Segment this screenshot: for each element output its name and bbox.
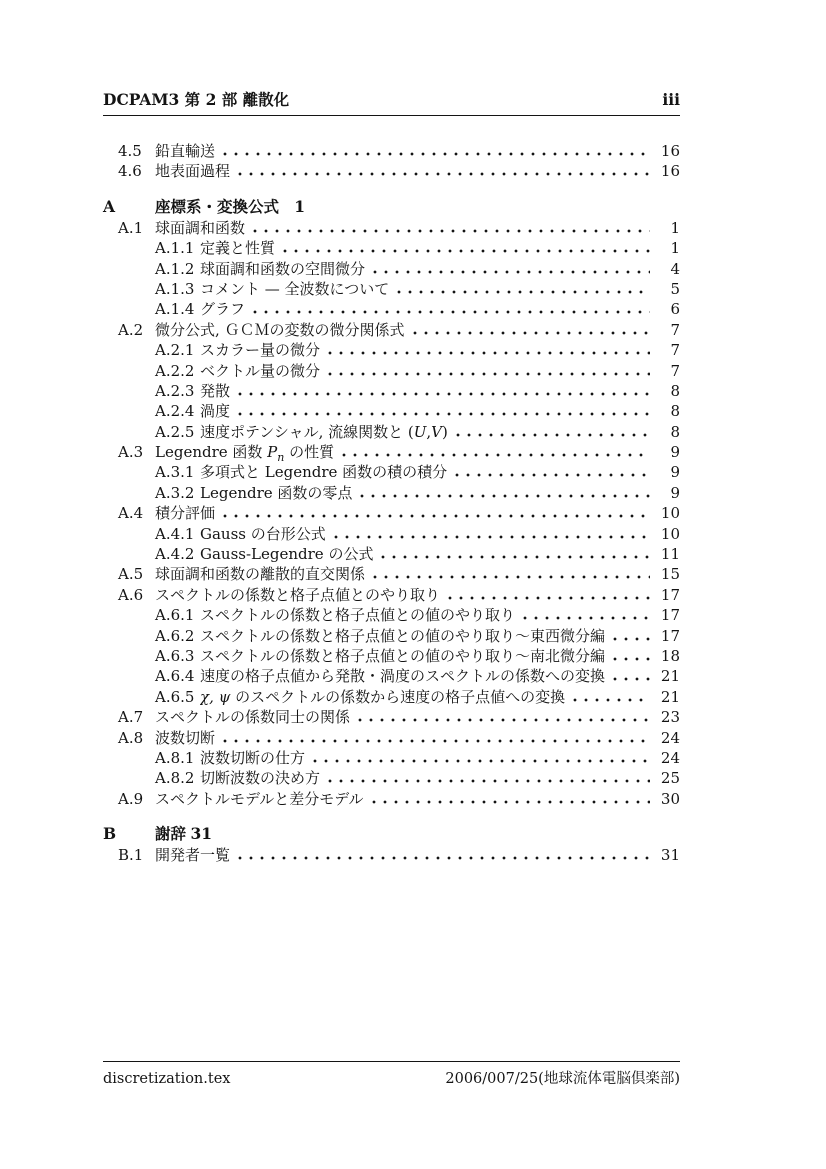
- toc-entry-number: A.5: [118, 565, 144, 584]
- toc-entry-row: [103, 421, 680, 441]
- dot-leader: [238, 172, 650, 176]
- toc-entry-page: 4: [670, 259, 680, 278]
- page-header: [103, 88, 680, 116]
- dot-leader: [373, 575, 650, 579]
- dot-leader: [328, 351, 650, 355]
- dot-leader: [573, 698, 650, 702]
- toc-entry-row: [103, 645, 680, 665]
- toc-entry-page: 8: [670, 422, 680, 441]
- toc-entry-row: [103, 339, 680, 359]
- toc-entry-number: A.8.2: [155, 769, 195, 788]
- toc-entry-row: [103, 844, 680, 864]
- toc-entry-page: 6: [670, 300, 680, 319]
- toc-entry-title: 積分評価: [155, 504, 216, 523]
- footer-date: 2006/007/25(地球流体電脳倶楽部): [445, 1071, 680, 1087]
- toc-entry-row: [103, 727, 680, 747]
- toc-entry-page: 17: [660, 585, 680, 604]
- toc-entry-page: 25: [660, 769, 680, 788]
- toc-entry-page: 21: [660, 687, 680, 706]
- toc-entry-number: A.6.4: [155, 667, 195, 686]
- toc-entry-title: Gauss の台形公式: [200, 524, 326, 543]
- toc-entry-number: A.6.1: [155, 606, 195, 625]
- dot-leader: [397, 290, 650, 294]
- dot-leader: [613, 677, 650, 681]
- toc-entry-title: 波数切断の仕方: [200, 748, 306, 767]
- toc-entry-number: A.2.1: [155, 341, 195, 360]
- toc-entry-page: 31: [190, 824, 213, 844]
- toc-entry-row: [103, 665, 680, 685]
- toc-entry-page: 7: [670, 320, 680, 339]
- toc-entry-number: A.1.2: [155, 259, 195, 278]
- toc-entry-row: [103, 502, 680, 522]
- toc-entry-row: [103, 319, 680, 339]
- toc-entry-row: [103, 563, 680, 583]
- toc-entry-number: A.1.1: [155, 239, 195, 258]
- toc-entry-number: A.6: [118, 585, 144, 604]
- toc-entry-row: [103, 482, 680, 502]
- toc-entry-number: A.8.1: [155, 748, 195, 767]
- toc-entry-number: A.6.3: [155, 646, 195, 665]
- dot-leader: [381, 555, 650, 559]
- toc-entry-row: [103, 543, 680, 563]
- dot-leader: [223, 739, 650, 743]
- dot-leader: [328, 372, 650, 376]
- toc-entry-title: 発散: [200, 381, 231, 400]
- toc-entry-title: 切断波数の決め方: [200, 769, 321, 788]
- dot-leader: [334, 535, 650, 539]
- toc-entry-number: A.3: [118, 443, 144, 462]
- toc-entry-number: A.1.3: [155, 279, 195, 298]
- toc-entry-row: [103, 237, 680, 257]
- toc-entry-row: [103, 400, 680, 420]
- toc-entry-page: 17: [660, 606, 680, 625]
- toc-entry-row: [103, 788, 680, 808]
- toc-entry-title: スペクトルの係数同士の関係: [155, 708, 351, 727]
- toc-entry-page: 21: [660, 667, 680, 686]
- toc-entry-page: 24: [660, 748, 680, 767]
- toc-entry-title: χ, ψ のスペクトルの係数から速度の格子点値への変換: [200, 687, 566, 706]
- header-title: DCPAM3 第 2 部 離散化: [103, 90, 290, 109]
- toc-entry-row: [103, 461, 680, 481]
- toc-entry-number: A.2.4: [155, 402, 195, 421]
- footer-filename: discretization.tex: [103, 1071, 231, 1087]
- toc-entry-number: 4.6: [118, 162, 142, 181]
- toc-entry-title: スペクトルの係数と格子点値との値のやり取り〜東西微分編: [200, 626, 606, 645]
- toc-entry-title: 球面調和函数: [155, 218, 246, 237]
- toc-entry-title: Legendre 函数の零点: [200, 483, 353, 502]
- dot-leader: [283, 249, 650, 253]
- toc-entry-title: コメント — 全波数について: [200, 279, 390, 298]
- toc-entry-page: 10: [660, 504, 680, 523]
- toc-entry-title: 微分公式, ＧＣＭの変数の微分関係式: [155, 320, 405, 339]
- toc-entry-row: [103, 140, 680, 160]
- toc-entry-number: A.7: [118, 708, 144, 727]
- toc-entry-number: A.4.2: [155, 545, 195, 564]
- toc-entry-row: [103, 441, 680, 461]
- toc-entry-number: A.8: [118, 728, 144, 747]
- toc-entry-title: 球面調和函数の離散的直交関係: [155, 565, 366, 584]
- toc-entry-title: スペクトルの係数と格子点値との値のやり取り: [200, 606, 516, 625]
- toc-entry-page: 15: [660, 565, 680, 584]
- toc-entry-title: 球面調和函数の空間微分: [200, 259, 366, 278]
- toc-entry-number: A.4: [118, 504, 144, 523]
- toc-entry-page: 31: [660, 846, 680, 865]
- toc-entry-row: [103, 217, 680, 237]
- toc-entry-number: A.6.5: [155, 687, 195, 706]
- toc-entry-number: A.2: [118, 320, 144, 339]
- toc-entry-page: 9: [670, 483, 680, 502]
- dot-leader: [238, 392, 650, 396]
- toc-entry-page: 7: [670, 361, 680, 380]
- toc-entry-title: グラフ: [200, 300, 246, 319]
- toc-entry-number: A.2.5: [155, 422, 195, 441]
- dot-leader: [223, 514, 650, 518]
- toc-entry-row: [103, 747, 680, 767]
- dot-leader: [328, 779, 650, 783]
- toc-entry-row: [103, 767, 680, 787]
- toc-entry-title: スペクトルの係数と格子点値とのやり取り: [155, 585, 441, 604]
- toc-entry-row: [103, 523, 680, 543]
- toc-entry-page: 9: [670, 443, 680, 462]
- dot-leader: [238, 856, 650, 860]
- toc-entry-title: 速度ポテンシャル, 流線関数と (U,V): [200, 422, 448, 441]
- toc-entry-page: 1: [670, 218, 680, 237]
- dot-leader: [253, 310, 650, 314]
- dot-leader: [456, 433, 650, 437]
- toc-entry-title: 座標系・変換公式: [155, 196, 280, 216]
- dot-leader: [613, 657, 650, 661]
- toc-entry-number: A.2.2: [155, 361, 195, 380]
- toc-entry-number: 4.5: [118, 142, 142, 160]
- toc-entry-page: 8: [670, 402, 680, 421]
- toc-entry-row: [103, 380, 680, 400]
- dot-leader: [455, 473, 650, 477]
- toc-entry-row: [103, 360, 680, 380]
- toc-entry-page: 30: [660, 789, 680, 808]
- toc-entry-number: A.1: [118, 218, 144, 237]
- toc-entry-title: ベクトル量の微分: [200, 361, 321, 380]
- toc-entry-title: Legendre 函数 $P_n$ の性質: [155, 443, 335, 463]
- dot-leader: [342, 453, 650, 457]
- toc-entry-page: 11: [660, 545, 680, 564]
- toc-entry-page: 16: [660, 142, 680, 160]
- toc-entry-title: 速度の格子点値から発散・渦度のスペクトルの係数への変換: [200, 667, 606, 686]
- toc-entry-row: [103, 686, 680, 706]
- dot-leader: [358, 718, 650, 722]
- toc-entry-row: [103, 298, 680, 318]
- toc-entry-page: 16: [660, 162, 680, 181]
- toc-entry-title: スカラー量の微分: [200, 341, 321, 360]
- toc-section-row: [103, 195, 680, 217]
- dot-leader: [360, 494, 650, 498]
- toc-entry-title: 鉛直輸送: [155, 142, 216, 160]
- toc-entry-page: 1: [670, 239, 680, 258]
- dot-leader: [523, 616, 650, 620]
- dot-leader: [373, 270, 650, 274]
- toc-entry-row: [103, 604, 680, 624]
- toc-entry-title: スペクトルの係数と格子点値との値のやり取り〜南北微分編: [200, 646, 606, 665]
- toc-entry-title: 渦度: [200, 402, 231, 421]
- dot-leader: [448, 596, 650, 600]
- toc-entry-number: A.3.2: [155, 483, 195, 502]
- toc-entry-number: A.9: [118, 789, 144, 808]
- header-page-number: iii: [662, 90, 680, 109]
- dot-leader: [313, 759, 650, 763]
- toc-entry-page: 5: [670, 279, 680, 298]
- toc-entry-page: 9: [670, 463, 680, 482]
- toc-entry-number: A.3.1: [155, 463, 195, 482]
- dot-leader: [223, 152, 650, 156]
- toc-section-row: [103, 822, 680, 844]
- page-footer: [103, 1061, 680, 1088]
- dot-leader: [253, 229, 650, 233]
- toc-entry-row: [103, 160, 680, 180]
- toc-entry-row: [103, 706, 680, 726]
- toc-entry-row: [103, 278, 680, 298]
- toc-entry-number: A: [103, 196, 116, 216]
- toc-entry-page: 7: [670, 341, 680, 360]
- toc-entry-title: 謝辞: [155, 824, 187, 844]
- toc-entry-number: A.2.3: [155, 381, 195, 400]
- toc-entry-page: 23: [660, 708, 680, 727]
- dot-leader: [238, 412, 650, 416]
- toc-entry-title: スペクトルモデルと差分モデル: [155, 789, 364, 808]
- toc-entry-row: [103, 258, 680, 278]
- toc-entry-page: 17: [660, 626, 680, 645]
- toc-entry-number: A.4.1: [155, 524, 195, 543]
- toc-entry-number: B.1: [118, 846, 144, 865]
- toc-entry-title: 多項式と Legendre 函数の積の積分: [200, 463, 448, 482]
- dot-leader: [372, 800, 650, 804]
- toc-entry-title: Gauss-Legendre の公式: [200, 545, 374, 564]
- toc-entry-row: [103, 584, 680, 604]
- toc-entry-title: 地表面過程: [155, 162, 231, 181]
- toc-entry-page: 10: [660, 524, 680, 543]
- toc-entry-page: 18: [660, 646, 680, 665]
- toc-entry-page: 24: [660, 728, 680, 747]
- toc-entry-title: 定義と性質: [200, 239, 276, 258]
- toc: [103, 140, 680, 865]
- toc-entry-title: 波数切断: [155, 728, 216, 747]
- dot-leader: [413, 331, 650, 335]
- toc-entry-number: B: [103, 824, 117, 844]
- toc-entry-row: [103, 625, 680, 645]
- dot-leader: [613, 637, 650, 641]
- toc-entry-page: 1: [294, 196, 306, 216]
- toc-entry-page: 8: [670, 381, 680, 400]
- toc-entry-number: A.6.2: [155, 626, 195, 645]
- toc-entry-title: 開発者一覧: [155, 846, 231, 865]
- toc-entry-number: A.1.4: [155, 300, 195, 319]
